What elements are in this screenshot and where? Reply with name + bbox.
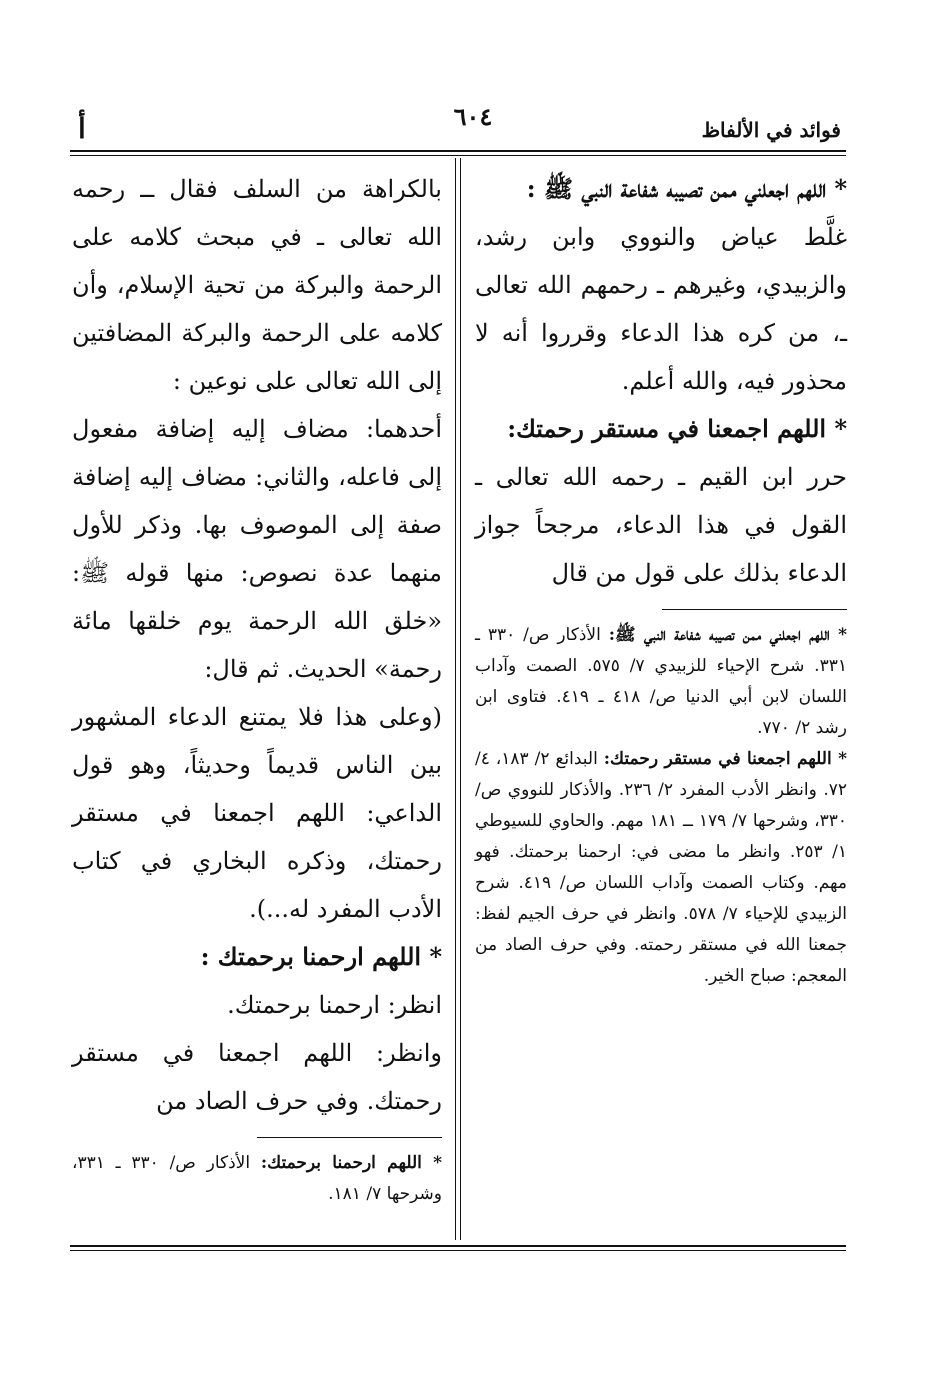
footnote — [475, 620, 847, 744]
running-header-title: فوائد في الألفاظ — [701, 118, 841, 142]
entry-body: غلَّط عياض والنووي وابن رشد، والزبيدي، وغيرهم ـ رحمهم الله تعالى ـ، من كره هذا الدعاء وقرروا أنه لا محذور فيه، والله أعلم. — [475, 223, 847, 395]
footnote-text: الأذكار ص/ ٣٣٠ ـ ٣٣١، وشرحها ٧/ ١٨١. — [72, 1153, 442, 1204]
header-rule — [70, 150, 846, 156]
paragraph: أحدهما: مضاف إليه إضافة مفعول إلى فاعله، والثاني: مضاف إليه إضافة صفة إلى الموصوف بها. وذكر للأول منهما عدة نصوص: منها قوله ﷺ: «خلق الله الرحمة يوم خلقها مائة رحمة» الحديث. ثم قال: — [72, 415, 442, 683]
paragraph: (وعلى هذا فلا يمتنع الدعاء المشهور بين الناس قديماً وحديثاً، وهو قول الداعي: اللهم اجمعنا في مستقر رحمتك، وذكره البخاري في كتاب الأدب المفرد له...). — [72, 703, 442, 923]
entry-heading: * اللهم اجمعنا في مستقر رحمتك: — [507, 414, 847, 443]
left-column — [72, 165, 442, 1210]
footnote-heading: * اللهم اجعلني ممن تصيبه شفاعة النبي ﷺ: — [608, 625, 847, 645]
footnote — [72, 1148, 442, 1210]
right-column — [475, 165, 847, 992]
footer-rule — [70, 1245, 846, 1251]
footnote-text: الأذكار ص/ ٣٣٠ ـ ٣٣١. شرح الإحياء للزبيدي ٧/ ٥٧٥. الصمت وآداب اللسان لابن أبي الدنيا ص/ ٤١٨ ـ ٤١٩. فتاوى ابن رشد ٢/ ٧٧٠. — [475, 625, 847, 738]
footnote-heading: * اللهم ارحمنا برحمتك: — [260, 1153, 443, 1173]
entry-body: حرر ابن القيم ـ رحمه الله تعالى ـ القول في هذا الدعاء، مرجحاً جواز الدعاء بذلك على قول من قال — [475, 463, 847, 587]
footnote-separator — [662, 609, 847, 610]
page-number: ٦٠٤ — [453, 102, 493, 131]
entry-body: وانظر: اللهم اجمعنا في مستقر رحمتك. وفي حرف الصاد من — [72, 1039, 442, 1115]
paragraph: بالكراهة من السلف فقال ــ رحمه الله تعالى ـ في مبحث كلامه على الرحمة والبركة من تحية الإسلام، وأن كلامه على الرحمة والبركة المضافتين إلى الله تعالى على نوعين : — [72, 175, 442, 395]
entry-heading: * اللهم ارحمنا برحمتك : — [200, 942, 442, 971]
entry-body: انظر: ارحمنا برحمتك. — [227, 991, 442, 1019]
column-divider — [455, 158, 461, 1240]
edition-mark: أ — [78, 112, 86, 145]
footnote — [475, 744, 847, 992]
entry-heading: * اللهم اجعلني ممن تصيبه شفاعة النبي ﷺ : — [526, 174, 847, 203]
footnote-text: البدائع ٢/ ١٨٣، ٤/ ٧٢. وانظر الأدب المفرد ٢/ ٢٣٦. والأذكار للنووي ص/ ٣٣٠، وشرحها ٧/ ١٧٩ ــ ١٨١ مهم. والحاوي للسيوطي ١/ ٢٥٣. وانظر ما مضى في: ارحمنا برحمتك. فهو مهم. وكتاب الصمت وآداب اللسان ص/ ٤١٩. شرح الزبيدي للإحياء ٧/ ٥٧٨. وانظر في حرف الجيم لفظ: جمعنا الله في مستقر رحمته. وفي حرف الصاد من المعجم: صباح الخير. — [475, 749, 847, 986]
footnote-separator — [257, 1137, 442, 1138]
footnote-heading: * اللهم اجمعنا في مستقر رحمتك: — [603, 749, 847, 769]
